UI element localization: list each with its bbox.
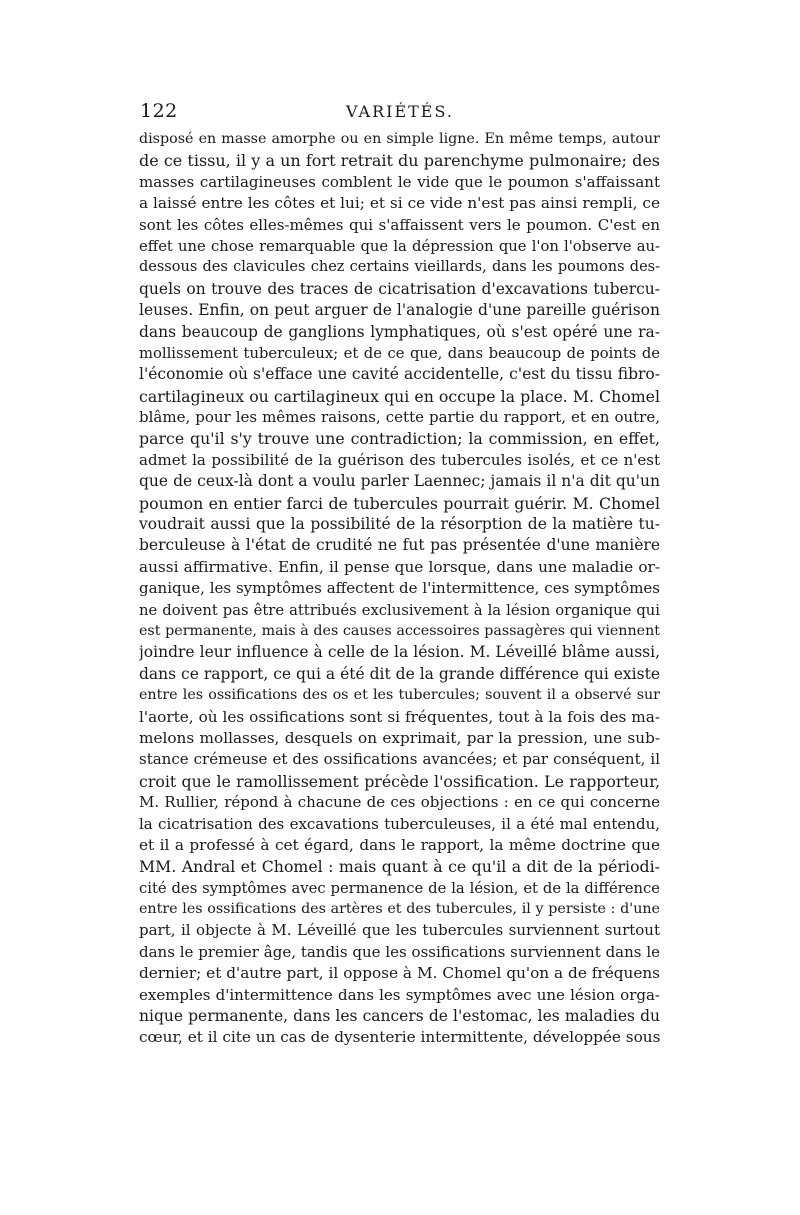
text-line: effet une chose remarquable que la dépression que l'on l'observe au- [139,237,660,255]
text-line: cœur, et il cite un cas de dysenterie intermittente, développée sous [139,1028,660,1047]
running-head [140,100,660,130]
text-line: stance crémeuse et des ossifications avancées; et par conséquent, il [139,750,660,769]
text-line: poumon en entier farci de tubercules pourrait guérir. M. Chomel [139,493,660,513]
text-line: part, il objecte à M. Léveillé que les tubercules surviennent surtout [139,921,660,940]
text-line: masses cartilagineuses comblent le vide que le poumon s'affaissant [139,172,660,191]
text-line: la cicatrisation des excavations tuberculeuses, il a été mal entendu, [139,814,660,833]
text-line: dans ce rapport, ce qui a été dit de la grande différence qui existe [139,664,660,683]
text-line: a laissé entre les côtes et lui; et si ce vide n'est pas ainsi rempli, ce [139,194,660,213]
text-line: entre les ossifications des artères et des tubercules, il y persiste : d'une [139,901,660,918]
text-line: cité des symptômes avec permanence de la lésion, et de la différence [139,879,660,897]
text-line: joindre leur influence à celle de la lésion. M. Léveillé blâme aussi, [139,643,660,662]
text-line: dans le premier âge, tandis que les ossifications surviennent dans le [139,942,660,961]
text-line: dessous des clavicules chez certains vieillards, dans les poumons des- [139,259,660,276]
text-line: admet la possibilité de la guérison des tubercules isolés, et ce n'est [139,450,660,469]
text-line: l'aorte, où les ossifications sont si fréquentes, tout à la fois des ma- [139,707,660,726]
text-line: MM. Andral et Chomel : mais quant à ce qu'il a dit de la périodi- [139,857,660,877]
text-line: de ce tissu, il y a un fort retrait du parenchyme pulmonaire; des [139,151,660,171]
text-line: quels on trouve des traces de cicatrisation d'excavations tubercu- [139,279,660,298]
text-line: cartilagineux ou cartilagineux qui en occupe la place. M. Chomel [139,386,660,406]
text-line: mollissement tuberculeux; et de ce que, dans beaucoup de points de [139,344,660,362]
text-line: blâme, pour les mêmes raisons, cette partie du rapport, et en outre, [139,408,660,427]
text-line: parce qu'il s'y trouve une contradiction; la commission, en effet, [139,429,660,449]
text-line: melons mollasses, desquels on exprimait, par la pression, une sub- [139,728,660,747]
text-line: dernier; et d'autre part, il oppose à M. Chomel qu'on a de fréquens [139,964,660,983]
text-line: dans beaucoup de ganglions lymphatiques, où s'est opéré une ra- [139,322,660,341]
text-line: que de ceux-là dont a voulu parler Laennec; jamais il n'a dit qu'un [139,472,660,491]
text-line: aussi affirmative. Enfin, il pense que lorsque, dans une maladie or- [139,557,660,576]
text-line: nique permanente, dans les cancers de l'estomac, les maladies du [139,1007,660,1026]
text-line: croit que le ramollissement précède l'ossification. Le rapporteur, [139,771,660,791]
text-line: M. Rullier, répond à chacune de ces objections : en ce qui concerne [139,793,660,812]
text-line: leuses. Enfin, on peut arguer de l'analogie d'une pareille guérison [139,301,660,320]
text-line: berculeuse à l'état de crudité ne fut pas présentée d'une manière [139,536,660,555]
text-line: ganique, les symptômes affectent de l'intermittence, ces symptômes [139,579,660,598]
text-line: disposé en masse amorphe ou en simple ligne. En même temps, autour [139,131,660,147]
text-line: sont les côtes elles-mêmes qui s'affaissent vers le poumon. C'est en [139,215,660,234]
text-line: voudrait aussi que la possibilité de la résorption de la matière tu- [139,515,660,534]
body-text [139,129,660,1049]
text-line: l'économie où s'efface une cavité accidentelle, c'est du tissu fibro- [139,365,660,384]
text-line: et il a professé à cet égard, dans le rapport, la même doctrine que [139,835,660,854]
text-line: est permanente, mais à des causes accessoires passagères qui viennent [139,622,660,639]
text-line: ne doivent pas être attribués exclusivement à la lésion organique qui [139,601,660,619]
text-line: entre les ossifications des os et les tubercules; souvent il a observé sur [139,687,660,704]
running-title: VARIÉTÉS. [346,102,454,121]
text-line: exemples d'intermittence dans les symptômes avec une lésion orga- [139,985,660,1004]
page-number: 122 [140,100,178,122]
